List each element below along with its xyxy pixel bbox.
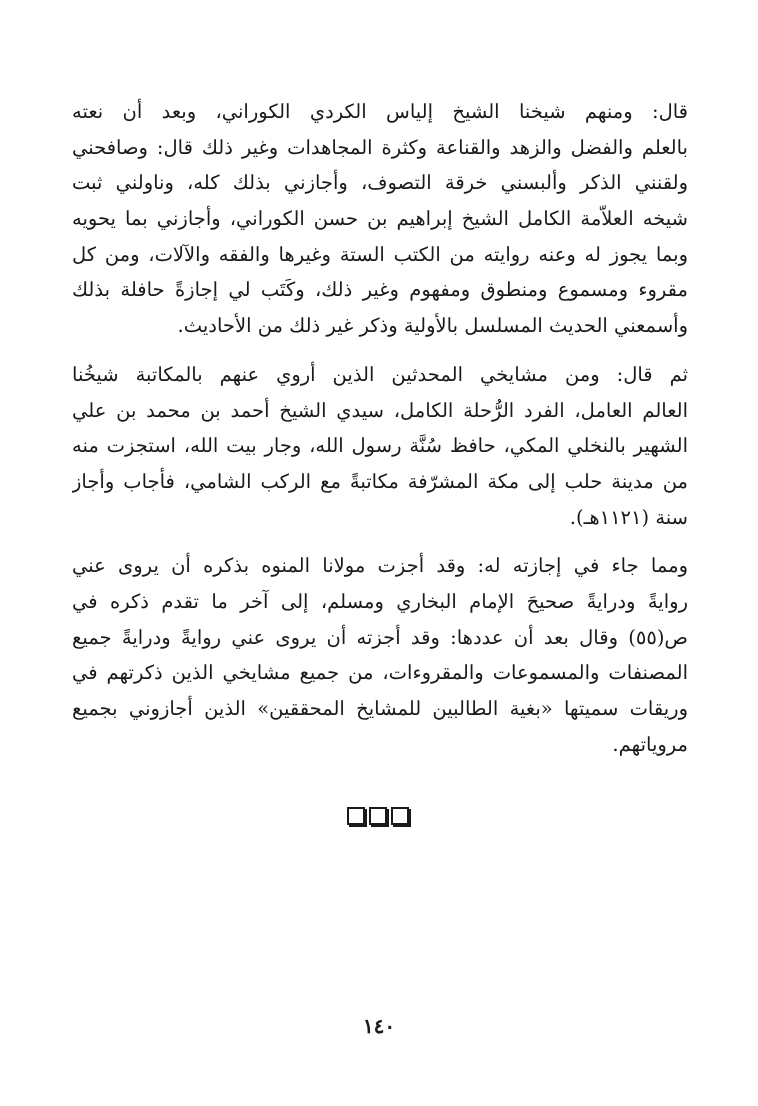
text-line: العالم العامل، الفرد الرُّحلة الكامل، سيدي الشيخ أحمد بن محمد بن علي	[72, 398, 688, 422]
square-ornament-icon	[391, 807, 409, 825]
text-line: سنة (١١٢١هـ).	[569, 505, 688, 529]
text-line: روايةً ودرايةً صحيحَ الإمام البخاري ومسلم، إلى آخر ما تقدم ذكره في	[72, 589, 688, 613]
text-line: قال: ومنهم شيخنا الشيخ إلياس الكردي الكوراني، وبعد أن نعته	[72, 100, 688, 123]
text-line: بالعلم والفضل والزهد والقناعة وكثرة المجاهدات وغير ذلك قال: وصافحني	[72, 135, 688, 159]
text-line: المصنفات والمسموعات والمقروءات، من جميع مشايخي الذين ذكرتهم في	[72, 661, 688, 685]
paragraph-2	[72, 357, 688, 535]
paragraph-gap	[72, 535, 688, 548]
text-line: ص(٥٥) وقال بعد أن عددها: وقد أجزته أن يروى عني روايةً ودرايةً جميع	[72, 625, 688, 649]
text-line: ثم قال: ومن مشايخي المحدثين الذين أروي عنهم بالمكاتبة شيخُنا	[72, 362, 688, 386]
text-line: ولقنني الذكر وألبسني خرقة التصوف، وأجازني بذلك كله، وناولني ثبت	[72, 171, 688, 195]
page-number: ١٤٠	[362, 1014, 396, 1038]
text-line: وبما يجوز له وعنه روايته من الكتب الستة وغيرها والفقه والآلات، ومن كل	[72, 242, 688, 266]
text-line: من مدينة حلب إلى مكة المشرّفة مكاتبةً مع الركب الشامي، فأجاب وأجاز	[72, 469, 688, 493]
paragraph-gap	[72, 344, 688, 357]
square-ornament-icon	[347, 807, 365, 825]
text-line: ومما جاء في إجازته له: وقد أجزت مولانا المنوه بذكره أن يروى عني	[72, 554, 688, 578]
text-line: مقروء ومسموع ومنطوق ومفهوم وغير ذلك، وكَتَب لي إجازةً حافلة بذلك	[72, 278, 688, 302]
text-line: وريقات سميتها «بغية الطالبين للمشايخ المحققين» الذين أجازوني بجميع	[72, 697, 688, 720]
paragraph-1	[72, 94, 688, 344]
text-line: شيخه العلاّمة الكامل الشيخ إبراهيم بن حسن الكوراني، وأجازني بما يحويه	[72, 207, 688, 231]
text-line: مروياتهم.	[612, 732, 688, 756]
square-ornament-icon	[369, 807, 387, 825]
paragraph-3	[72, 548, 688, 762]
section-divider-ornament	[338, 806, 418, 826]
body-text	[72, 94, 688, 762]
text-line: الشهير بالنخلي المكي، حافظ سُنَّة رسول الله، وجار بيت الله، استجزت منه	[72, 434, 688, 458]
text-line: وأسمعني الحديث المسلسل بالأولية وذكر غير ذلك من الأحاديث.	[177, 314, 688, 338]
